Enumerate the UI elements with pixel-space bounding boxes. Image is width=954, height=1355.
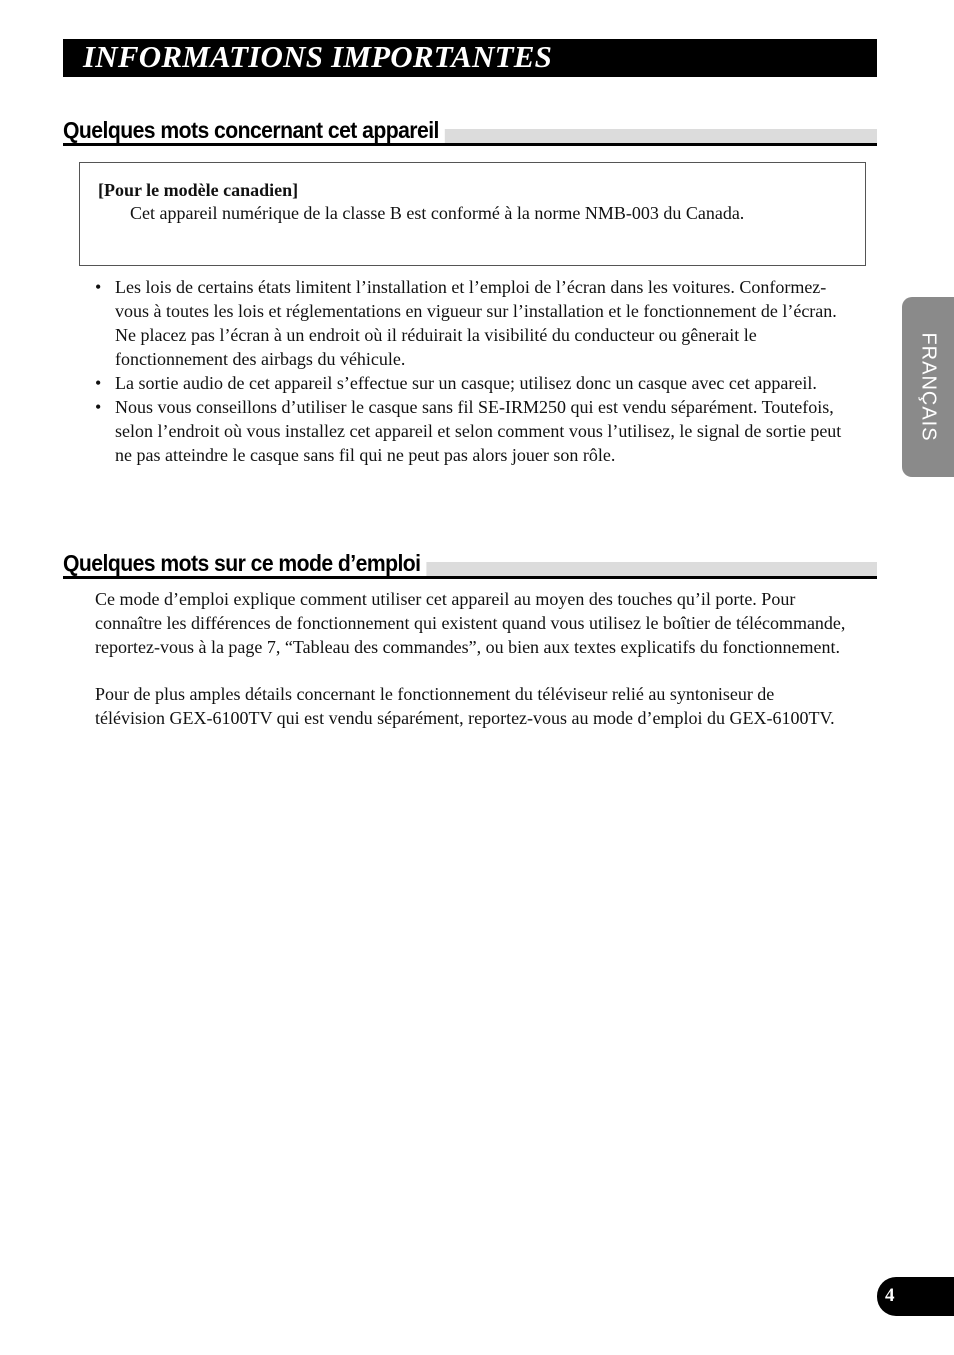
bullet-marker: • [95,277,102,297]
page-title-bar [63,39,877,77]
warning-list [95,275,847,467]
list-item-text: La sortie audio de cet appareil s’effectue sur un casque; utilisez donc un casque avec cet appareil. [115,373,817,393]
section-heading-mode-emploi [63,550,877,579]
list-item [95,395,847,467]
body-paragraph: Ce mode d’emploi explique comment utiliser cet appareil au moyen des touches qu’il porte. Pour connaître les différences de fonctionnement qui existent quand vous utilisez le boîtier de télécommande, reportez-vous à la page 7, “Tableau des commandes”, ou bien aux textes explicatifs du fonctionnement. [95,589,846,657]
page-number-tab [877,1277,954,1316]
list-item [95,275,847,371]
language-tab [902,297,954,477]
list-item-text: Nous vous conseillons d’utiliser le casque sans fil SE-IRM250 qui est vendu séparément. Toutefois, selon l’endroit où vous installez cet appareil et selon comment vous l’utilisez, le signal de sortie peut ne pas atteindre le casque sans fil qui ne peut pas alors jouer son rôle. [115,397,842,465]
heading-rule [63,576,877,579]
section-heading-label: Quelques mots concernant cet appareil [63,117,444,143]
notice-body: Cet appareil numérique de la classe B est conformé à la norme NMB-003 du Canada. [130,203,745,223]
notice-title: [Pour le modèle canadien] [98,180,299,200]
language-tab-label: FRANÇAIS [917,332,940,442]
bullet-marker: • [95,397,102,417]
list-item [95,371,847,395]
section-heading-label: Quelques mots sur ce mode d’emploi [63,550,426,576]
page-number: 4 [885,1285,895,1306]
bullet-marker: • [95,373,102,393]
heading-rule [63,143,877,146]
list-item-text: Les lois de certains états limitent l’installation et l’emploi de l’écran dans les voitures. Conformez-vous à toutes les lois et réglementations en vigueur sur l’installation et le fonctionnement de l’écran. Ne placez pas l’écran à un endroit où il réduirait la visibilité du conducteur ou gênerait le fonctionnement des airbags du véhicule. [115,277,837,369]
section-heading-appareil [63,117,877,146]
body-paragraph: Pour de plus amples détails concernant le fonctionnement du téléviseur relié au syntoniseur de télévision GEX-6100TV qui est vendu séparément, reportez-vous au mode d’emploi du GEX-6100TV. [95,684,835,728]
canada-notice-box [79,162,866,266]
page-title: INFORMATIONS IMPORTANTES [83,39,553,74]
